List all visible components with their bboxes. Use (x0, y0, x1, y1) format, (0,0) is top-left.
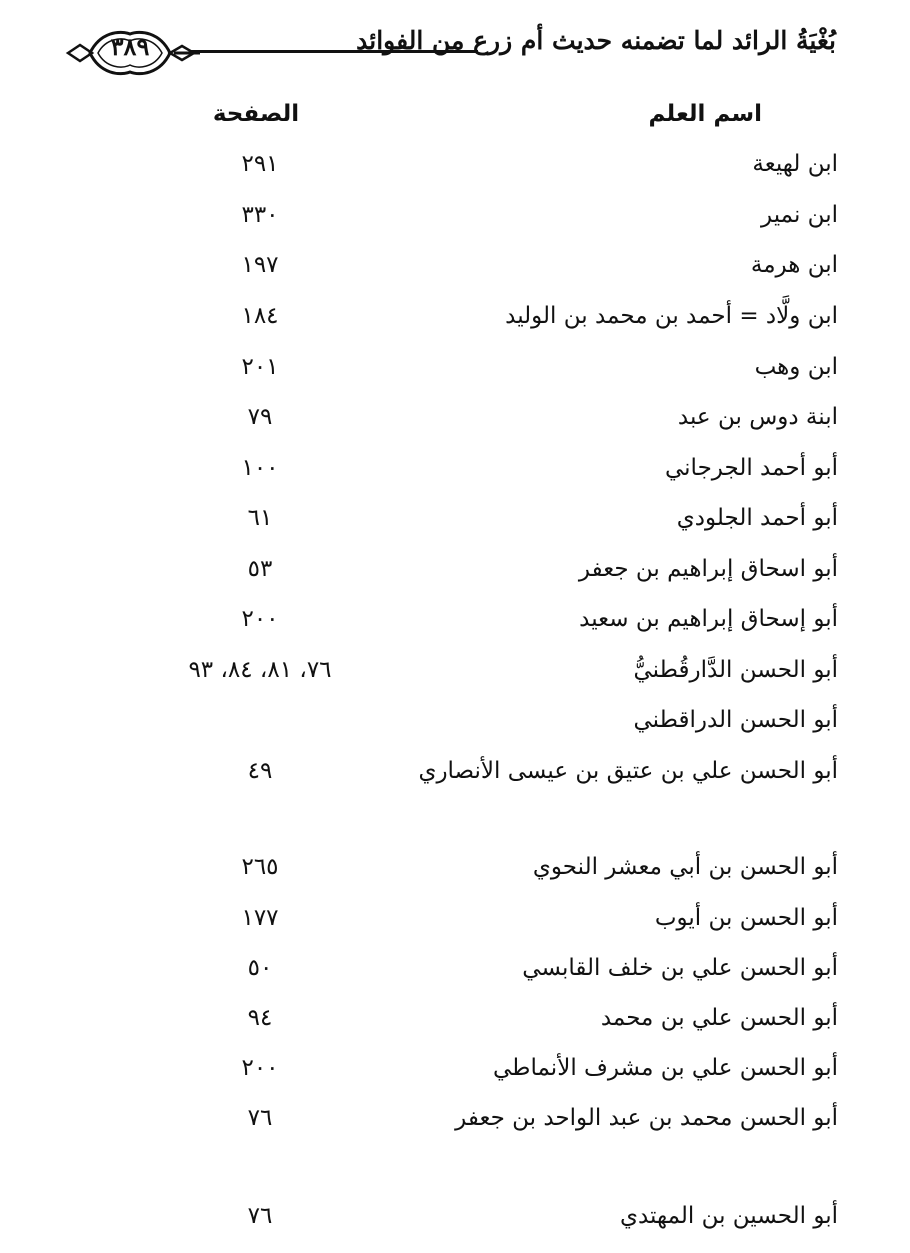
entry-pages: ٣٣٠ (241, 202, 279, 228)
entry-pages: ٧٦ (247, 1105, 273, 1131)
entry-pages: ٧٦، ٨١، ٨٤، ٩٣ (188, 657, 332, 683)
index-row (0, 650, 910, 690)
index-row (0, 498, 910, 538)
index-row (0, 847, 910, 887)
index-row (0, 751, 910, 791)
entry-name: أبو الحسين بن المهتدي (619, 1203, 838, 1229)
entry-name: أبو الحسن علي بن محمد (600, 1005, 838, 1031)
entry-pages: ٢٠٠ (241, 1055, 279, 1081)
entry-name: أبو إسحاق إبراهيم بن سعيد (579, 606, 838, 632)
index-row (0, 998, 910, 1038)
entry-name: أبو الحسن الدراقطني (633, 707, 838, 733)
entry-name: أبو الحسن محمد بن عبد الواحد بن جعفر (455, 1105, 838, 1131)
index-row (0, 1048, 910, 1088)
index-row (0, 144, 910, 184)
index-row (0, 245, 910, 285)
entry-pages: ٢٠٠ (241, 606, 279, 632)
entry-pages: ١٠٠ (241, 455, 279, 481)
index-row (0, 700, 910, 740)
running-title: بُغْيَةُ الرائد لما تضمنه حديث أم زرع من الفوائد (356, 26, 836, 55)
entry-pages: ١٨٤ (241, 303, 279, 329)
index-row (0, 448, 910, 488)
index-row (0, 296, 910, 336)
entry-name: أبو أحمد الجلودي (676, 505, 838, 531)
entry-name: ابن نمير (761, 202, 838, 228)
entry-pages: ٦١ (247, 505, 273, 531)
entry-pages: ٥٠ (247, 955, 273, 981)
entry-pages: ٢٦٥ (241, 854, 279, 880)
index-row (0, 347, 910, 387)
entry-pages: ٧٩ (247, 404, 273, 430)
entry-name: أبو اسحاق إبراهيم بن جعفر (578, 556, 838, 582)
entry-pages: ٥٣ (247, 556, 273, 582)
index-row (0, 898, 910, 938)
entry-pages: ٧٦ (247, 1203, 273, 1229)
entry-name: ابنة دوس بن عبد (677, 404, 838, 430)
index-row (0, 549, 910, 589)
index-row (0, 948, 910, 988)
entry-name: أبو الحسن بن أبي معشر النحوي (532, 854, 838, 880)
entry-pages: ١٧٧ (241, 905, 279, 931)
column-header-name: اسم العلم (648, 101, 762, 127)
entry-name: أبو الحسن علي بن مشرف الأنماطي (493, 1055, 838, 1081)
entry-pages: ٢٠١ (241, 354, 279, 380)
entry-name: أبو الحسن الدَّارقُطنيُّ (633, 657, 838, 683)
column-header-page: الصفحة (212, 101, 300, 127)
entry-name: ابن لهيعة (752, 151, 838, 177)
entry-name: ابن هرمة (750, 252, 838, 278)
index-row (0, 599, 910, 639)
entry-pages: ١٩٧ (241, 252, 279, 278)
index-row (0, 1196, 910, 1236)
entry-name: أبو الحسن علي بن عتيق بن عيسى الأنصاري (418, 758, 838, 784)
page-number: ٣٨٩ (110, 32, 150, 61)
index-row (0, 1098, 910, 1138)
entry-name: ابن وهب (754, 354, 838, 380)
entry-pages: ٩٤ (247, 1005, 273, 1031)
entry-name: أبو الحسن بن أيوب (654, 905, 838, 931)
index-row (0, 195, 910, 235)
entry-pages: ٤٩ (247, 758, 273, 784)
entry-name: ابن ولَّاد = أحمد بن محمد بن الوليد (505, 303, 838, 329)
entry-name: أبو الحسن علي بن خلف القابسي (522, 955, 838, 981)
entry-pages: ٢٩١ (241, 151, 279, 177)
entry-name: أبو أحمد الجرجاني (664, 455, 838, 481)
index-row (0, 397, 910, 437)
